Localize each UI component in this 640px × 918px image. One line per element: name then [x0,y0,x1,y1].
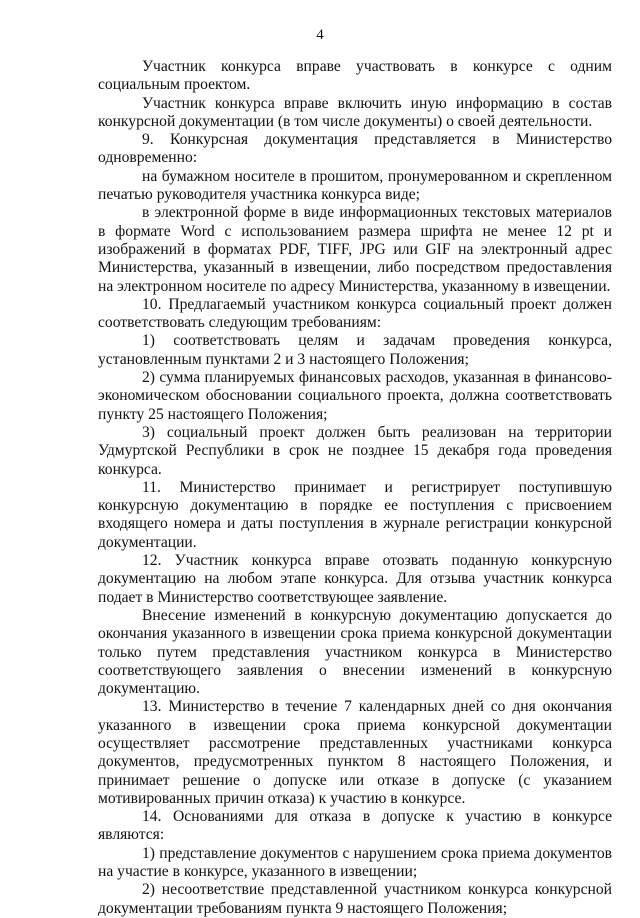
paragraph: на бумажном носителе в прошитом, пронумерованном и скрепленном печатью руководителя участника конкурса виде; [98,167,612,204]
paragraph: 14. Основаниями для отказа в допуске к участию в конкурсе являются: [98,808,612,844]
paragraph: 2) сумма планируемых финансовых расходов, указанная в финансово-экономическом обосновании социального проекта, должна соответствовать пункту 25 настоящего Положения; [98,369,612,423]
paragraph: Внесение изменений в конкурсную документацию допускается до окончания указанного в извещении срока приема конкурсной документации только путем представления участником конкурса в Министерство соответствующего заявления о внесении изменений в конкурсную документацию. [98,606,612,698]
paragraph: 11. Министерство принимает и регистрирует поступившую конкурсную документацию в порядке ее поступления с присвоением входящего номера и даты поступления в журнале регистрации конкурсной документации. [98,478,612,551]
paragraph: в электронной форме в виде информационных текстовых материалов в формате Word с использованием размера шрифта не менее 12 pt и изображений в форматах PDF, TIFF, JPG или GIF на электронный адрес Министерства, указанный в извещении, либо посредством предоставления на электронном носителе по адресу Министерства, указанному в извещении. [98,204,612,295]
paragraph: 3) социальный проект должен быть реализован на территории Удмуртской Республики в срок не позднее 15 декабря года проведения конкурса. [98,423,612,478]
paragraph: 12. Участник конкурса вправе отозвать поданную конкурсную документацию на любом этапе конкурса. Для отзыва участник конкурса подает в Министерство соответствующее заявление. [98,552,612,606]
paragraph: 1) соответствовать целям и задачам проведения конкурса, установленным пунктами 2 и 3 настоящего Положения; [98,332,612,368]
document-body [98,58,612,918]
paragraph: 13. Министерство в течение 7 календарных дней со дня окончания указанного в извещении срока приема конкурсной документации осуществляет рассмотрение представленных участниками конкурса документов, предусмотренных пунктом 8 настоящего Положения, и принимает решение о допуске или отказе в допуске (с указанием мотивированных причин отказа) к участию в конкурсе. [98,698,612,807]
paragraph: Участник конкурса вправе участвовать в конкурсе с одним социальным проектом. [98,58,612,94]
paragraph: 2) несоответствие представленной участником конкурса конкурсной документации требованиям пункта 9 настоящего Положения; [98,881,612,917]
paragraph: Участник конкурса вправе включить иную информацию в состав конкурсной документации (в том числе документы) о своей деятельности. [98,94,612,130]
paragraph: 1) представление документов с нарушением срока приема документов на участие в конкурсе, указанного в извещении; [98,844,612,881]
paragraph: 9. Конкурсная документация представляется в Министерство одновременно: [98,131,612,167]
page-number: 4 [316,27,324,43]
paragraph: 10. Предлагаемый участником конкурса социальный проект должен соответствовать следующим требованиям: [98,295,612,332]
